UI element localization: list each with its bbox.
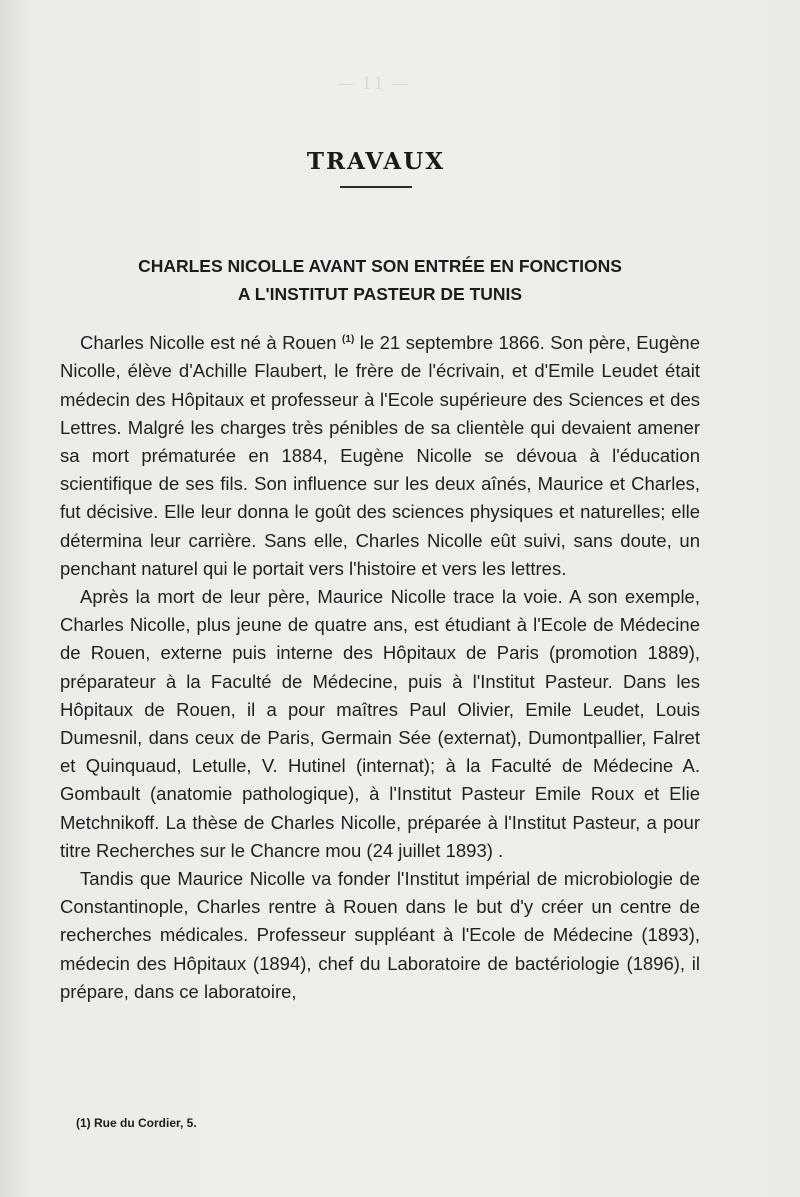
paragraph-2: Après la mort de leur père, Maurice Nicolle trace la voie. A son exemple, Charles Nicolle, plus jeune de quatre ans, est étudiant à l'Ecole de Médecine de Rouen, externe puis interne des Hôpitaux de Paris (promotion 1889), préparateur à la Faculté de Médecine, puis à l'Institut Pasteur. Dans les Hôpitaux de Rouen, il a pour maîtres Paul Olivier, Emile Leudet, Louis Dumesnil, dans ceux de Paris, Germain Sée (externat), Dumontpallier, Falret et Quinquaud, Letulle, V. Hutinel (internat); à la Faculté de Médecine A. Gombault (anatomie pathologique), à l'Institut Pasteur Emile Roux et Elie Metchnikoff. La thèse de Charles Nicolle, préparée à l'Institut Pasteur, a pour titre Recherches sur le Chancre mou (24 juillet 1893) . [60, 585, 700, 861]
paragraph-3: Tandis que Maurice Nicolle va fonder l'Institut impérial de microbiologie de Constantinople, Charles rentre à Rouen dans le but d'y créer un centre de recherches médicales. Professeur suppléant à l'Ecole de Médecine (1893), médecin des Hôpitaux (1894), chef du Laboratoire de bactériologie (1896), il prépare, dans ce laboratoire, [60, 868, 700, 1002]
footnote-reference: (1) [342, 334, 355, 345]
paragraph-1 [60, 326, 700, 583]
title-underline [340, 186, 412, 188]
paragraph-1-rest: le 21 septembre 1866. Son père, Eugène Nicolle, élève d'Achille Flaubert, le frère de l'écrivain, et d'Emile Leudet était médecin des Hôpitaux et professeur à l'Ecole supérieure des Sciences et des Lettres. Malgré les charges très pénibles de sa clientèle qui devaient amener sa mort prématurée en 1884, Eugène Nicolle se dévoua à l'éducation scientifique de ses fils. Son influence sur les deux aînés, Maurice et Charles, fut décisive. Elle leur donna le goût des sciences physiques et naturelles; elle détermina leur carrière. Sans elle, Charles Nicolle eût suivi, sans doute, un penchant naturel qui le portait vers l'histoire et vers les lettres. [60, 332, 700, 579]
body-text [60, 326, 700, 1006]
bleed-through-page-number: — 11 — [337, 74, 410, 94]
section-heading-line-2: A L'INSTITUT PASTEUR DE TUNIS [237, 284, 523, 304]
paragraph-1-start: Charles Nicolle est né à Rouen [80, 332, 343, 354]
section-heading-line-1: CHARLES NICOLLE AVANT SON ENTRÉE EN FONCTIONS [138, 256, 622, 276]
footnote: (1) Rue du Cordier, 5. [76, 1116, 197, 1130]
page-title: TRAVAUX [306, 148, 446, 175]
